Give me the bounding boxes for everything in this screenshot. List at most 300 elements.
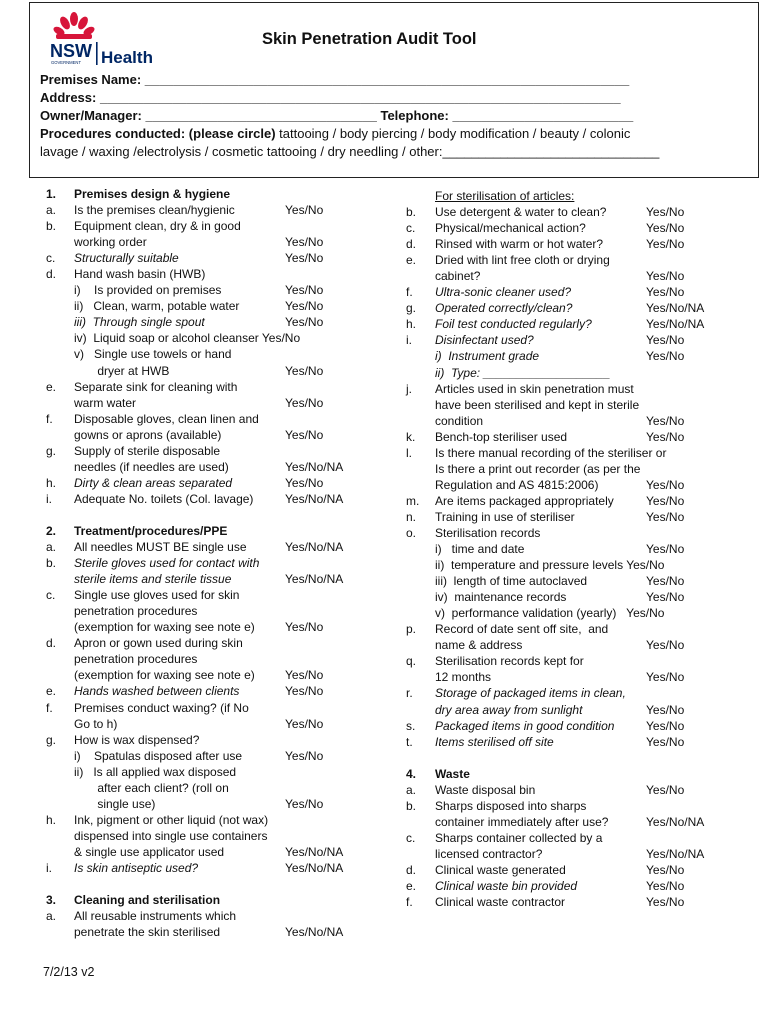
item-text: needles (if needles are used) bbox=[74, 459, 229, 474]
yes-no-answer[interactable]: Yes/No bbox=[285, 315, 324, 330]
yes-no-answer[interactable]: Yes/No bbox=[646, 285, 685, 300]
item-letter: a. bbox=[46, 540, 57, 555]
yes-no-answer[interactable]: Yes/No bbox=[285, 716, 324, 731]
item-text: Is the premises clean/hygienic bbox=[74, 203, 235, 218]
checklist-row bbox=[46, 234, 376, 250]
logo-dept: Health bbox=[101, 48, 153, 66]
checklist-row bbox=[406, 381, 726, 397]
yes-no-answer[interactable]: Yes/No bbox=[646, 734, 685, 749]
item-text: warm water bbox=[74, 395, 137, 410]
item-text: iv) maintenance records bbox=[435, 590, 567, 605]
item-text: i) Spatulas disposed after use bbox=[74, 748, 243, 763]
checklist-row bbox=[406, 316, 726, 332]
checklist-row bbox=[46, 507, 376, 523]
item-text: Apron or gown used during skin bbox=[74, 636, 243, 651]
item-text: Sterilisation records bbox=[435, 525, 541, 540]
yes-no-answer[interactable]: Yes/No bbox=[646, 862, 685, 877]
checklist-row bbox=[46, 780, 376, 796]
checklist-row bbox=[46, 764, 376, 780]
checklist-row bbox=[46, 924, 376, 940]
item-text: Items sterilised off site bbox=[435, 734, 554, 749]
procedures-line-2 bbox=[40, 144, 659, 159]
checklist-row bbox=[406, 365, 726, 381]
yes-no-answer[interactable]: Yes/No bbox=[646, 638, 685, 653]
yes-no-answer[interactable]: Yes/No/NA bbox=[646, 317, 705, 332]
item-letter: c. bbox=[406, 830, 416, 845]
item-text: Go to h) bbox=[74, 716, 118, 731]
item-letter: o. bbox=[406, 525, 417, 540]
checklist-row bbox=[406, 461, 726, 477]
item-text: Dried with lint free cloth or drying bbox=[435, 253, 610, 268]
item-text: iii) Through single spout bbox=[74, 315, 205, 330]
item-letter: f. bbox=[46, 700, 53, 715]
nsw-health-logo bbox=[48, 12, 176, 66]
item-text: Foil test conducted regularly? bbox=[435, 317, 592, 332]
yes-no-answer[interactable]: Yes/No bbox=[646, 895, 685, 910]
item-letter: b. bbox=[46, 556, 57, 571]
checklist-row bbox=[46, 379, 376, 395]
checklist-row bbox=[46, 250, 376, 266]
telephone-field[interactable]: _________________________ bbox=[452, 108, 634, 123]
item-letter: i. bbox=[46, 860, 52, 875]
item-text: cabinet? bbox=[435, 269, 481, 284]
item-letter: m. bbox=[406, 493, 420, 508]
item-letter: c. bbox=[406, 221, 416, 236]
checklist-row bbox=[406, 878, 726, 894]
item-text: ii) Type: ___________________ bbox=[435, 365, 611, 380]
yes-no-answer[interactable]: Yes/No bbox=[285, 203, 324, 218]
item-text: gowns or aprons (available) bbox=[74, 427, 222, 442]
checklist-row bbox=[46, 427, 376, 443]
checklist-row bbox=[46, 555, 376, 571]
item-letter: e. bbox=[406, 879, 417, 894]
item-text: Is there a print out recorder (as per the bbox=[435, 461, 641, 476]
item-text: Clinical waste generated bbox=[435, 862, 566, 877]
item-text: dry area away from sunlight bbox=[435, 702, 583, 717]
checklist-row bbox=[46, 459, 376, 475]
yes-no-answer[interactable]: Yes/No bbox=[646, 718, 685, 733]
checklist-row bbox=[46, 395, 376, 411]
item-text: 12 months bbox=[435, 670, 492, 685]
item-text: Operated correctly/clean? bbox=[435, 301, 573, 316]
item-text: Supply of sterile disposable bbox=[74, 443, 221, 458]
item-letter: a. bbox=[46, 909, 57, 924]
yes-no-answer[interactable]: Yes/No/NA bbox=[285, 844, 344, 859]
item-text: Single use gloves used for skin bbox=[74, 588, 240, 603]
checklist-row bbox=[406, 493, 726, 509]
item-text: dryer at HWB bbox=[74, 363, 170, 378]
checklist-row bbox=[406, 236, 726, 252]
left-checklist bbox=[46, 186, 376, 940]
checklist-row bbox=[406, 557, 726, 573]
item-letter: 2. bbox=[46, 523, 57, 538]
checklist-row bbox=[406, 284, 726, 300]
item-text: iv) Liquid soap or alcohol cleanser Yes/No bbox=[74, 331, 301, 346]
checklist-row bbox=[406, 702, 726, 718]
item-text: Is skin antiseptic used? bbox=[74, 860, 199, 875]
procedures-label: Procedures conducted: (please circle) bbox=[40, 126, 276, 141]
yes-no-answer[interactable]: Yes/No/NA bbox=[646, 846, 705, 861]
checklist-row bbox=[406, 782, 726, 798]
yes-no-answer[interactable]: Yes/No bbox=[646, 205, 685, 220]
item-letter: d. bbox=[46, 636, 57, 651]
checklist-row bbox=[406, 798, 726, 814]
checklist-row bbox=[406, 332, 726, 348]
checklist-row bbox=[406, 862, 726, 878]
checklist-row bbox=[46, 218, 376, 234]
item-text: Ink, pigment or other liquid (not wax) bbox=[74, 812, 269, 827]
checklist-row bbox=[46, 475, 376, 491]
item-text: Record of date sent off site, and bbox=[435, 622, 609, 637]
checklist-row bbox=[406, 894, 726, 910]
checklist-row bbox=[46, 443, 376, 459]
owner-line bbox=[40, 108, 633, 123]
item-text: v) Single use towels or hand bbox=[74, 347, 232, 362]
item-text: Regulation and AS 4815:2006) bbox=[435, 477, 599, 492]
item-letter: r. bbox=[406, 686, 413, 701]
checklist-row bbox=[46, 491, 376, 507]
item-letter: h. bbox=[46, 475, 57, 490]
item-text: Rinsed with warm or hot water? bbox=[435, 237, 604, 252]
item-text: Are items packaged appropriately bbox=[435, 493, 614, 508]
item-text: Waste bbox=[435, 766, 470, 781]
checklist-row bbox=[46, 314, 376, 330]
checklist-row bbox=[46, 202, 376, 218]
checklist-row bbox=[46, 844, 376, 860]
checklist-row bbox=[46, 330, 376, 346]
item-text: Bench-top steriliser used bbox=[435, 429, 568, 444]
procedures-text-1: tattooing / body piercing / body modification / beauty / colonic bbox=[275, 126, 631, 141]
yes-no-answer[interactable]: Yes/No bbox=[646, 509, 685, 524]
yes-no-answer[interactable]: Yes/No/NA bbox=[285, 459, 344, 474]
item-text: name & address bbox=[435, 638, 523, 653]
item-letter: 4. bbox=[406, 766, 417, 781]
item-text: Packaged items in good condition bbox=[435, 718, 615, 733]
item-letter: f. bbox=[406, 895, 413, 910]
owner-field[interactable]: ________________________________ bbox=[145, 108, 377, 123]
item-text: Cleaning and sterilisation bbox=[74, 893, 221, 908]
checklist-row bbox=[406, 637, 726, 653]
checklist-row bbox=[406, 188, 726, 204]
checklist-row bbox=[406, 846, 726, 862]
page-title: Skin Penetration Audit Tool bbox=[262, 30, 477, 48]
item-letter: l. bbox=[406, 445, 412, 460]
item-letter: h. bbox=[406, 317, 417, 332]
item-text: ii) temperature and pressure levels Yes/No bbox=[435, 558, 665, 573]
item-letter: s. bbox=[406, 718, 416, 733]
checklist-row bbox=[406, 252, 726, 268]
item-text: i) time and date bbox=[435, 542, 525, 557]
yes-no-answer[interactable]: Yes/No/NA bbox=[285, 540, 344, 555]
checklist-row bbox=[406, 830, 726, 846]
checklist-row bbox=[46, 571, 376, 587]
checklist-row bbox=[46, 282, 376, 298]
checklist-row bbox=[406, 669, 726, 685]
yes-no-answer[interactable]: Yes/No bbox=[646, 542, 685, 557]
checklist-row bbox=[46, 266, 376, 282]
yes-no-answer[interactable]: Yes/No bbox=[285, 475, 324, 490]
checklist-row bbox=[46, 796, 376, 812]
item-text: Disinfectant used? bbox=[435, 333, 534, 348]
item-text: All needles MUST BE single use bbox=[74, 540, 247, 555]
address-line bbox=[40, 90, 621, 105]
yes-no-answer[interactable]: Yes/No bbox=[285, 251, 324, 266]
checklist-row bbox=[46, 892, 376, 908]
checklist-row bbox=[46, 716, 376, 732]
checklist-row bbox=[46, 298, 376, 314]
item-text: All reusable instruments which bbox=[74, 909, 237, 924]
item-letter: d. bbox=[406, 862, 417, 877]
yes-no-answer[interactable]: Yes/No bbox=[285, 363, 324, 378]
procedures-text-2: lavage / waxing /electrolysis / cosmetic tattooing / dry needling / other:______________________________ bbox=[40, 144, 660, 159]
checklist-row bbox=[406, 718, 726, 734]
item-text: Clinical waste bin provided bbox=[435, 879, 578, 894]
checklist-row bbox=[46, 828, 376, 844]
logo-gov-sub: GOVERNMENT bbox=[51, 60, 82, 65]
checklist-row bbox=[46, 812, 376, 828]
item-text: & single use applicator used bbox=[74, 844, 225, 859]
item-text: penetration procedures bbox=[74, 652, 198, 667]
yes-no-answer[interactable]: Yes/No bbox=[285, 796, 324, 811]
checklist-row bbox=[46, 683, 376, 699]
checklist-row bbox=[46, 346, 376, 362]
yes-no-answer[interactable]: Yes/No/NA bbox=[285, 491, 344, 506]
checklist-row bbox=[406, 300, 726, 316]
item-letter: b. bbox=[406, 205, 417, 220]
yes-no-answer[interactable]: Yes/No/NA bbox=[285, 925, 344, 940]
checklist-row bbox=[46, 411, 376, 427]
item-text: ii) Clean, warm, potable water bbox=[74, 299, 240, 314]
premises-name-label: Premises Name: bbox=[40, 72, 142, 87]
item-text: Ultra-sonic cleaner used? bbox=[435, 285, 572, 300]
item-letter: q. bbox=[406, 654, 417, 669]
checklist-row bbox=[406, 621, 726, 637]
item-letter: g. bbox=[406, 301, 417, 316]
yes-no-answer[interactable]: Yes/No/NA bbox=[646, 814, 705, 829]
checklist-row bbox=[46, 635, 376, 651]
checklist-row bbox=[46, 603, 376, 619]
owner-label: Owner/Manager: bbox=[40, 108, 142, 123]
yes-no-answer[interactable]: Yes/No bbox=[646, 702, 685, 717]
item-letter: p. bbox=[406, 622, 417, 637]
item-letter: d. bbox=[406, 237, 417, 252]
item-text: Is there manual recording of the steriliser or bbox=[435, 445, 667, 460]
checklist-row bbox=[406, 268, 726, 284]
item-text: Clinical waste contractor bbox=[435, 895, 566, 910]
yes-no-answer[interactable]: Yes/No/NA bbox=[646, 301, 705, 316]
logo-gov: NSW bbox=[50, 41, 92, 61]
yes-no-answer[interactable]: Yes/No bbox=[285, 427, 324, 442]
item-letter: c. bbox=[46, 251, 56, 266]
yes-no-answer[interactable]: Yes/No bbox=[646, 670, 685, 685]
item-text: Hands washed between clients bbox=[74, 684, 240, 699]
item-text: condition bbox=[435, 413, 484, 428]
checklist-row bbox=[46, 700, 376, 716]
telephone-label: Telephone: bbox=[380, 108, 449, 123]
yes-no-answer[interactable]: Yes/No bbox=[285, 283, 324, 298]
item-text: have been sterilised and kept in sterile bbox=[435, 397, 640, 412]
yes-no-answer[interactable]: Yes/No bbox=[646, 269, 685, 284]
item-text: Premises design & hygiene bbox=[74, 187, 231, 201]
item-text: dispensed into single use containers bbox=[74, 828, 268, 843]
address-field[interactable]: ________________________________________________________________________ bbox=[99, 90, 621, 105]
item-text: Physical/mechanical action? bbox=[435, 221, 586, 236]
item-letter: g. bbox=[46, 732, 57, 747]
premises-name-field[interactable]: ___________________________________________________________________ bbox=[144, 72, 630, 87]
yes-no-answer[interactable]: Yes/No bbox=[646, 574, 685, 589]
item-text: working order bbox=[74, 235, 147, 250]
item-text: Hand wash basin (HWB) bbox=[74, 267, 206, 282]
item-letter: 3. bbox=[46, 893, 57, 908]
item-text: Sterile gloves used for contact with bbox=[74, 556, 260, 571]
item-text: after each client? (roll on bbox=[74, 780, 229, 795]
checklist-row bbox=[406, 814, 726, 830]
checklist-row bbox=[406, 348, 726, 364]
checklist-row bbox=[46, 363, 376, 379]
item-letter: i. bbox=[406, 333, 412, 348]
item-text: Storage of packaged items in clean, bbox=[435, 686, 626, 701]
yes-no-answer[interactable]: Yes/No bbox=[285, 668, 324, 683]
checklist-row bbox=[406, 766, 726, 782]
item-text: Training in use of steriliser bbox=[435, 509, 575, 524]
item-letter: b. bbox=[46, 219, 57, 234]
item-text: Sterilisation records kept for bbox=[435, 654, 584, 669]
item-text: penetration procedures bbox=[74, 604, 198, 619]
yes-no-answer[interactable]: Yes/No/NA bbox=[285, 860, 344, 875]
procedures-line bbox=[40, 126, 630, 141]
checklist-row bbox=[46, 667, 376, 683]
checklist-row bbox=[406, 685, 726, 701]
checklist-row bbox=[406, 509, 726, 525]
yes-no-answer[interactable]: Yes/No bbox=[646, 349, 685, 364]
yes-no-answer[interactable]: Yes/No bbox=[285, 620, 324, 635]
item-letter: e. bbox=[406, 253, 417, 268]
checklist-row bbox=[406, 413, 726, 429]
item-letter: b. bbox=[406, 798, 417, 813]
checklist-row bbox=[406, 525, 726, 541]
item-text: Adequate No. toilets (Col. lavage) bbox=[74, 491, 254, 506]
yes-no-answer[interactable]: Yes/No bbox=[285, 684, 324, 699]
item-letter: h. bbox=[46, 812, 57, 827]
checklist-row bbox=[406, 397, 726, 413]
item-letter: k. bbox=[406, 429, 416, 444]
yes-no-answer[interactable]: Yes/No bbox=[646, 590, 685, 605]
yes-no-answer[interactable]: Yes/No bbox=[285, 299, 324, 314]
premises-name-line bbox=[40, 72, 629, 87]
yes-no-answer[interactable]: Yes/No bbox=[646, 221, 685, 236]
item-text: Equipment clean, dry & in good bbox=[74, 219, 241, 234]
yes-no-answer[interactable]: Yes/No bbox=[285, 748, 324, 763]
item-letter: e. bbox=[46, 379, 57, 394]
checklist-row bbox=[406, 589, 726, 605]
checklist-row bbox=[406, 541, 726, 557]
item-text: For sterilisation of articles: bbox=[435, 189, 575, 203]
checklist-row bbox=[406, 477, 726, 493]
yes-no-answer[interactable]: Yes/No bbox=[646, 782, 685, 797]
yes-no-answer[interactable]: Yes/No bbox=[646, 879, 685, 894]
checklist-row bbox=[406, 429, 726, 445]
checklist-row bbox=[46, 748, 376, 764]
item-text: Sharps container collected by a bbox=[435, 830, 603, 845]
item-letter: a. bbox=[406, 782, 417, 797]
item-text: Dirty & clean areas separated bbox=[74, 475, 233, 490]
yes-no-answer[interactable]: Yes/No bbox=[646, 477, 685, 492]
item-letter: j. bbox=[406, 381, 412, 396]
item-text: Sharps disposed into sharps bbox=[435, 798, 587, 813]
yes-no-answer[interactable]: Yes/No bbox=[646, 333, 685, 348]
item-letter: n. bbox=[406, 509, 417, 524]
checklist-row bbox=[46, 186, 376, 202]
yes-no-answer[interactable]: Yes/No bbox=[285, 235, 324, 250]
checklist-row bbox=[406, 750, 726, 766]
item-text: Disposable gloves, clean linen and bbox=[74, 411, 259, 426]
yes-no-answer[interactable]: Yes/No bbox=[646, 413, 685, 428]
item-letter: f. bbox=[406, 285, 413, 300]
item-text: i) Is provided on premises bbox=[74, 283, 222, 298]
checklist-row bbox=[46, 523, 376, 539]
item-letter: e. bbox=[46, 684, 57, 699]
checklist-row bbox=[46, 539, 376, 555]
yes-no-answer[interactable]: Yes/No bbox=[646, 429, 685, 444]
item-letter: d. bbox=[46, 267, 57, 282]
item-letter: t. bbox=[406, 734, 413, 749]
item-text: single use) bbox=[74, 796, 156, 811]
item-text: container immediately after use? bbox=[435, 814, 609, 829]
checklist-row bbox=[406, 220, 726, 236]
item-text: Premises conduct waxing? (if No bbox=[74, 700, 249, 715]
yes-no-answer[interactable]: Yes/No bbox=[285, 395, 324, 410]
yes-no-answer[interactable]: Yes/No/NA bbox=[285, 572, 344, 587]
checklist-row bbox=[406, 573, 726, 589]
checklist-row bbox=[406, 605, 726, 621]
item-text: sterile items and sterile tissue bbox=[74, 572, 232, 587]
checklist-row bbox=[46, 860, 376, 876]
yes-no-answer[interactable]: Yes/No bbox=[646, 493, 685, 508]
checklist-row bbox=[46, 619, 376, 635]
item-text: (exemption for waxing see note e) bbox=[74, 620, 255, 635]
item-letter: 1. bbox=[46, 187, 57, 201]
item-letter: c. bbox=[46, 588, 56, 603]
checklist-row bbox=[46, 587, 376, 603]
item-letter: a. bbox=[46, 203, 57, 218]
item-letter: i. bbox=[46, 491, 52, 506]
footer-version: 7/2/13 v2 bbox=[43, 965, 95, 979]
item-text: Treatment/procedures/PPE bbox=[74, 523, 228, 538]
item-text: v) performance validation (yearly) Yes/No bbox=[435, 606, 665, 621]
item-text: iii) length of time autoclaved bbox=[435, 574, 588, 589]
item-text: Structurally suitable bbox=[74, 251, 179, 266]
checklist-row bbox=[406, 445, 726, 461]
checklist-row bbox=[406, 653, 726, 669]
item-text: licensed contractor? bbox=[435, 846, 543, 861]
yes-no-answer[interactable]: Yes/No bbox=[646, 237, 685, 252]
checklist-row bbox=[406, 204, 726, 220]
item-text: Articles used in skin penetration must bbox=[435, 381, 634, 396]
address-label: Address: bbox=[40, 90, 97, 105]
item-text: How is wax dispensed? bbox=[74, 732, 200, 747]
checklist-row bbox=[46, 876, 376, 892]
item-text: Waste disposal bin bbox=[435, 782, 536, 797]
item-text: (exemption for waxing see note e) bbox=[74, 668, 255, 683]
checklist-row bbox=[46, 908, 376, 924]
item-text: ii) Is all applied wax disposed bbox=[74, 764, 237, 779]
checklist-row bbox=[406, 734, 726, 750]
item-letter: g. bbox=[46, 443, 57, 458]
checklist-row bbox=[46, 732, 376, 748]
item-text: penetrate the skin sterilised bbox=[74, 925, 221, 940]
item-text: Separate sink for cleaning with bbox=[74, 379, 238, 394]
item-text: Use detergent & water to clean? bbox=[435, 205, 607, 220]
